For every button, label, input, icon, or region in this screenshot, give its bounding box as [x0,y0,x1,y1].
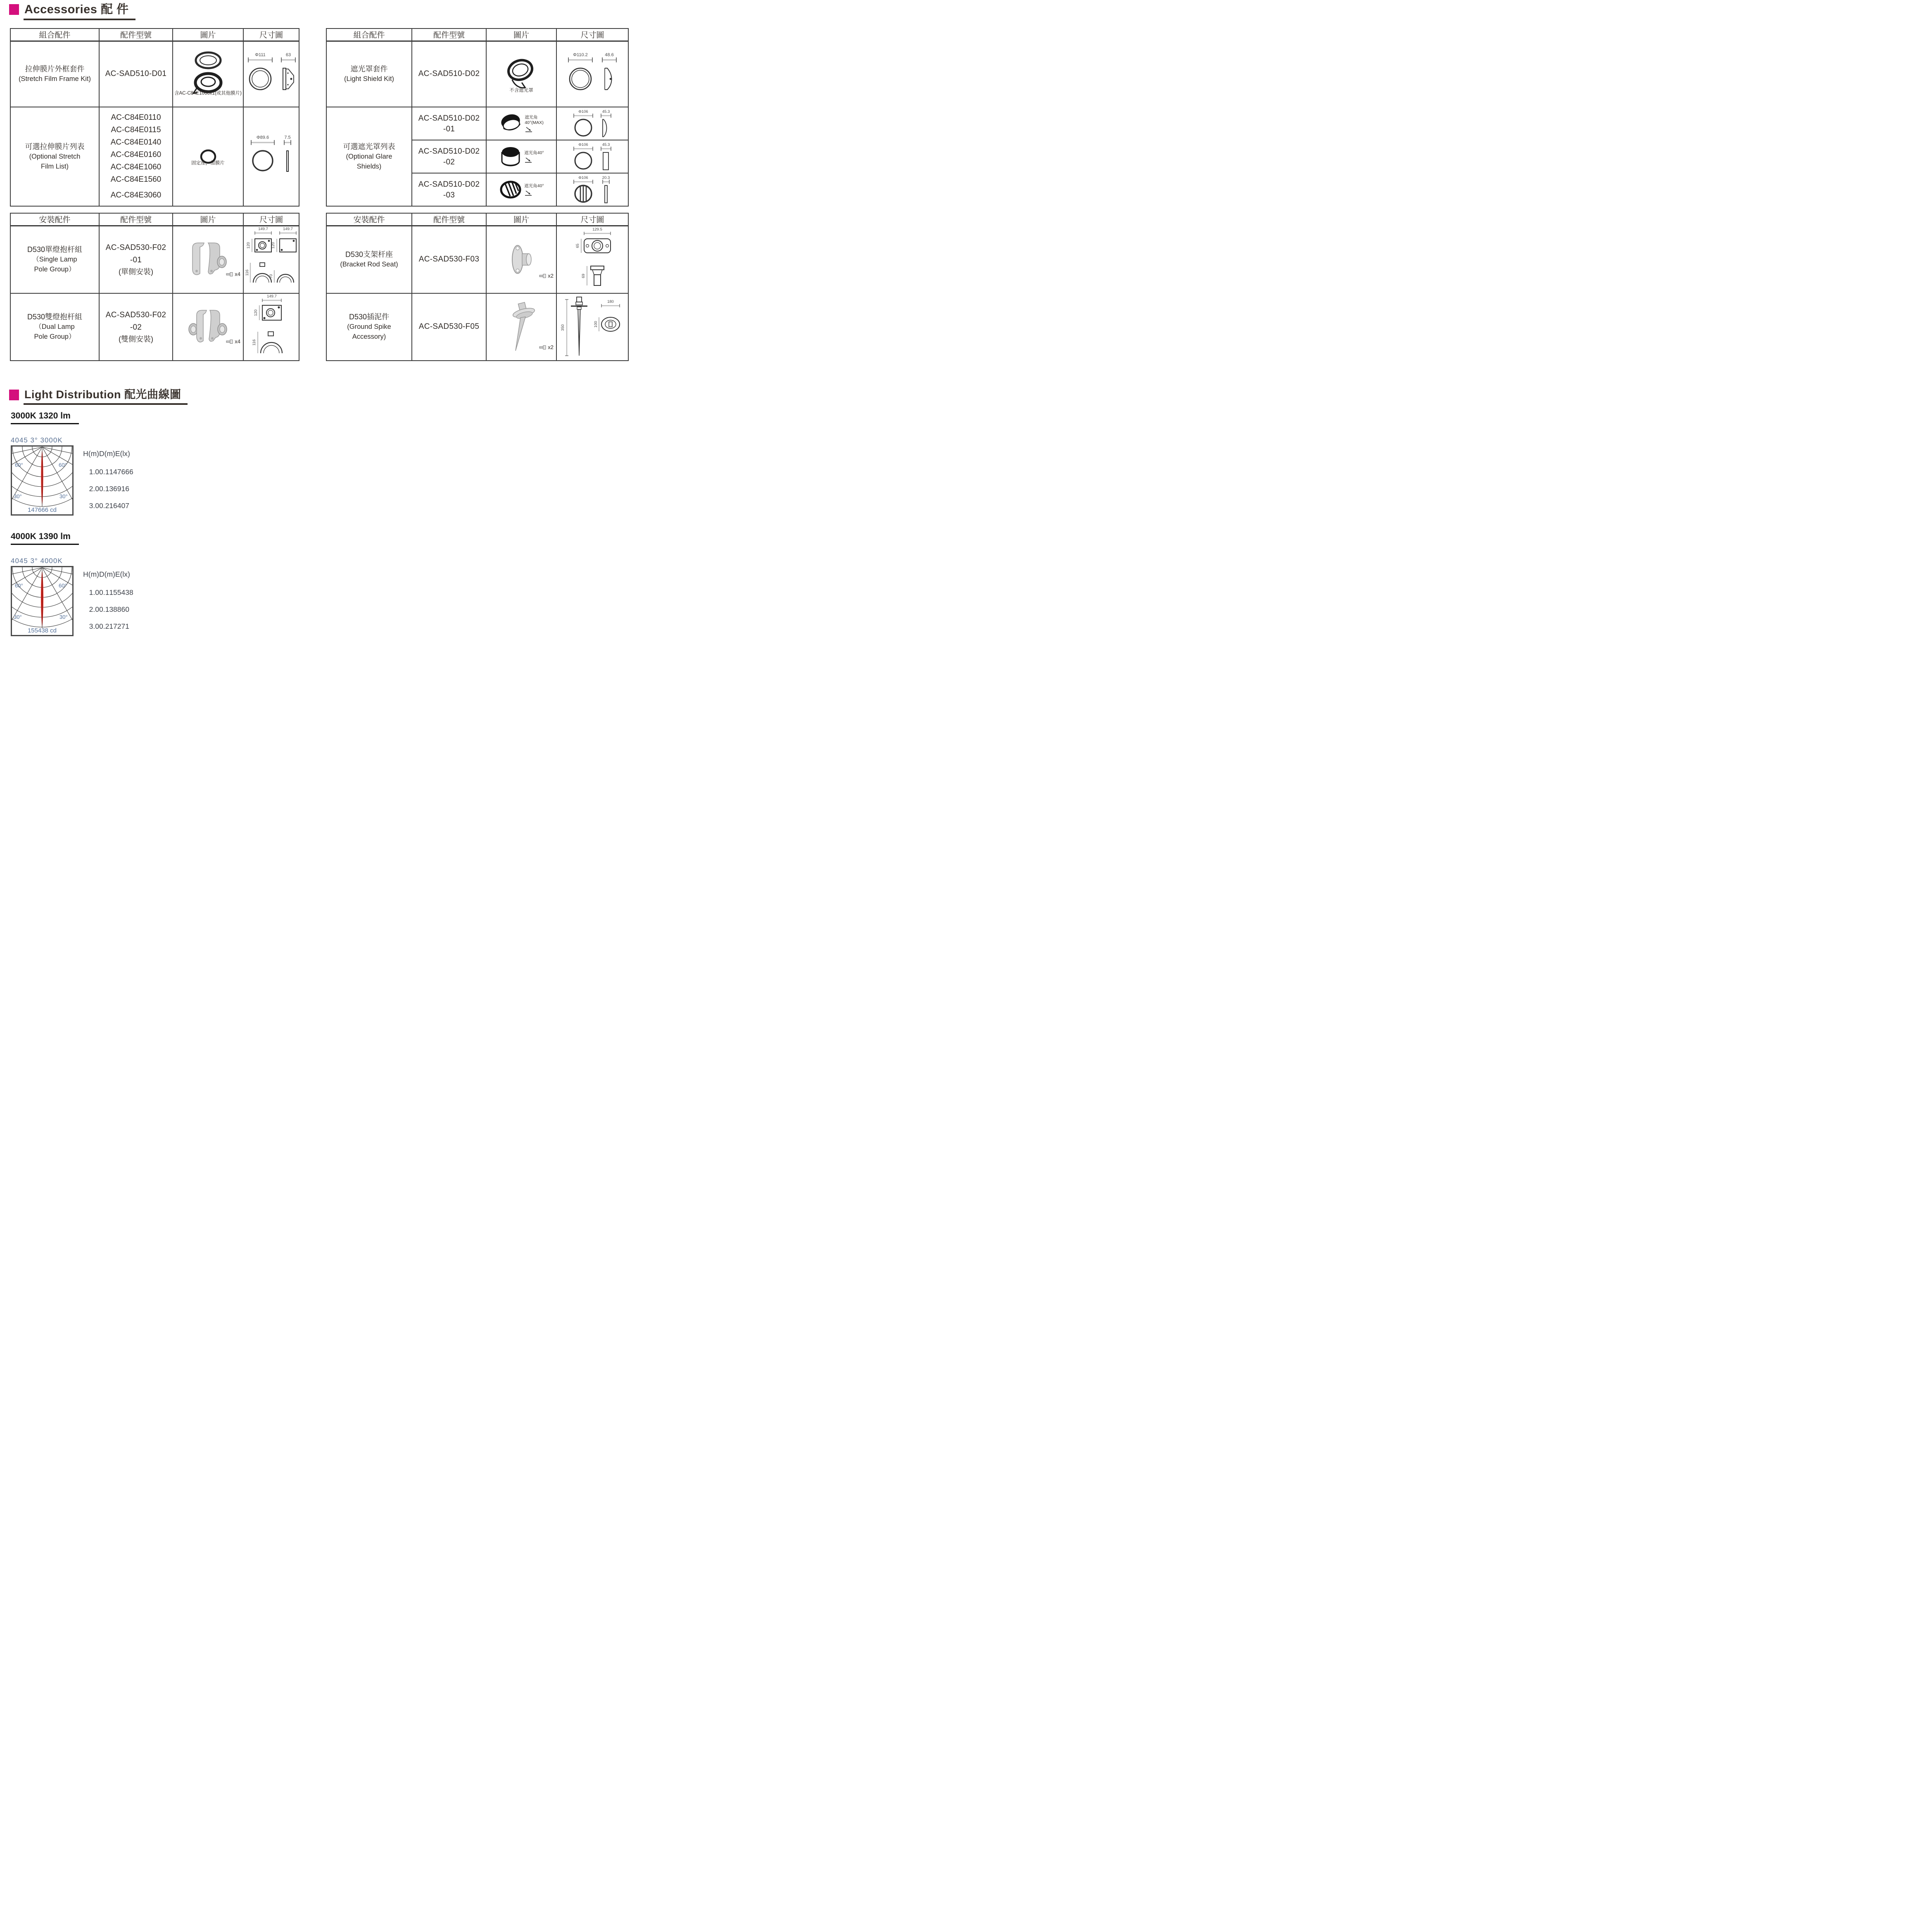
table-row [326,107,628,140]
pink-bullet-icon [9,390,19,400]
glare-shield-02-icon [499,145,523,168]
polar-chart-4000k [11,566,74,636]
film-model-list: AC-C84E0110 AC-C84E0115 AC-C84E0140 AC-C84E0160 AC-C84E1060 AC-C84E1560 AC-C84E3060 [110,113,162,200]
screw-qty: x2 [539,273,554,279]
illuminance-header: H(m) D(m) E(lx) [83,570,130,578]
illuminance-header: H(m) D(m) E(lx) [83,449,130,458]
illuminance-row: 3.0 0.2 17271 [89,622,129,630]
table-row [326,293,628,361]
item-name-cell: 拉伸膜片外框套件 (Stretch Film Frame Kit) [10,41,99,107]
svg-text:63: 63 [285,52,291,58]
screw-icon [226,272,233,277]
dim-louver-circle-small [571,175,595,204]
dim-bracket-diagram [558,226,627,291]
dim-circle-diagram [565,51,596,97]
item-model-cell: AC-SAD530-F03 [412,226,486,293]
item-picture-cell [486,107,556,140]
item-dimension-cell [243,226,299,293]
polar-chart-label-3000k: 4045 3° 3000K [11,436,63,444]
picture-note: 含AC-C84E1060x1(或其他膜片) [174,91,242,96]
svg-text:Φ110.2: Φ110.2 [573,52,588,58]
item-model-cell: AC-SAD510-D02 -02 [412,140,486,173]
deg30-label: 30° [14,614,22,620]
ground-spike-icon [500,300,543,353]
svg-text:149.7: 149.7 [258,226,268,231]
item-model-cell: AC-SAD510-D02 [412,41,486,107]
dim-spike-diagram [558,294,627,358]
screw-icon [539,273,547,278]
illuminance-table-4000k [79,570,162,639]
item-picture-cell [173,293,243,361]
item-picture-cell [486,140,556,173]
light-distribution-title-text: Light Distribution 配光曲線圖 [24,389,188,405]
svg-text:Φ106: Φ106 [578,109,588,114]
table-row [326,41,628,107]
col-header-mount: 安裝配件 [326,213,412,226]
illuminance-row: 1.0 0.1 155438 [89,588,133,597]
col-header-dimension: 尺寸圖 [556,29,628,41]
item-model-cell [99,107,173,206]
table-row [10,107,299,206]
item-dimension-cell [243,107,299,206]
dim-circle-diagram [248,133,277,180]
item-dimension-cell [243,293,299,361]
item-name-cell: D530單燈抱杆組 （Single Lamp Pole Group） [10,226,99,293]
picture-note: 不含遮光罩 [509,88,533,93]
col-header-combo: 組合配件 [10,29,99,41]
dim-curve-diagram [599,51,620,97]
col-header-dimension: 尺寸圖 [243,29,299,41]
svg-text:7.5: 7.5 [284,135,291,140]
item-name-cell: 可選遮光罩列表 (Optional Glare Shields) [326,107,412,206]
table-row [10,226,299,293]
svg-text:Φ106: Φ106 [578,176,588,180]
col-header-picture: 圖片 [173,29,243,41]
svg-text:149.7: 149.7 [283,226,293,231]
svg-text:20.3: 20.3 [602,176,610,180]
svg-text:70: 70 [269,274,273,278]
item-dimension-cell [556,140,628,173]
screw-qty: x4 [226,338,240,345]
col-header-dimension: 尺寸圖 [243,213,299,226]
screw-icon [226,339,233,344]
item-dimension-cell [556,173,628,206]
glare-note: 40°(MAX) [525,120,544,125]
dim-bar-diagram [280,133,295,180]
svg-text:149.7: 149.7 [266,294,277,299]
svg-text:45.3: 45.3 [602,109,610,114]
item-name-cell: 遮光罩套件 (Light Shield Kit) [326,41,412,107]
svg-text:Φ106: Φ106 [578,143,588,147]
peak-cd-label: 147666 cd [27,506,57,514]
polar-chart-label-4000k: 4045 3° 4000K [11,557,63,565]
svg-text:350: 350 [561,324,565,331]
svg-text:48.6: 48.6 [605,52,614,58]
col-header-model: 配件型號 [412,213,486,226]
item-model-cell: AC-SAD510-D02 -01 [412,107,486,140]
dim-side-diagram [279,51,298,97]
table-light-shield [326,28,629,207]
item-dimension-cell [556,293,628,361]
item-picture-cell [486,173,556,206]
item-name-cell: D530插泥件 (Ground Spike Accessory) [326,293,412,361]
svg-text:100: 100 [594,321,598,328]
item-name-cell: D530雙燈抱杆組 （Dual Lamp Pole Group） [10,293,99,361]
svg-text:Φ111: Φ111 [254,52,266,58]
col-header-picture: 圖片 [173,213,243,226]
item-dimension-cell [243,41,299,107]
item-name-cell: D530支架杆座 (Bracket Rod Seat) [326,226,412,293]
datasheet-page [0,0,639,641]
item-picture-cell [173,107,243,206]
dim-thinbar-small [599,175,613,204]
deg30-label: 30° [59,614,68,620]
angle-arrow-icon [524,157,532,163]
glare-note: 遮光角 [525,114,538,120]
svg-text:120: 120 [246,242,251,249]
svg-text:120: 120 [271,242,276,249]
svg-text:129.5: 129.5 [592,227,602,232]
item-dimension-cell [556,226,628,293]
deg60-label: 60° [15,582,23,589]
deg60-label: 60° [15,462,23,468]
svg-text:180: 180 [607,299,614,304]
item-dimension-cell [556,41,628,107]
col-header-model: 配件型號 [412,29,486,41]
cct-heading-4000k: 4000K 1390 lm [11,532,79,545]
dim-clamp-diagram [244,294,299,358]
accessories-section-title [9,3,135,20]
item-model-cell: AC-SAD530-F02 -02 (雙側安裝) [99,293,173,361]
svg-text:116: 116 [252,339,257,346]
item-picture-cell [173,41,243,107]
deg60-label: 60° [59,462,67,468]
col-header-combo: 組合配件 [326,29,412,41]
table-row [10,293,299,361]
table-row [10,41,299,107]
item-model-cell: AC-SAD510-D01 [99,41,173,107]
illuminance-row: 2.0 0.1 36916 [89,485,129,493]
col-header-picture: 圖片 [486,213,556,226]
col-header-model: 配件型號 [99,213,173,226]
col-header-dimension: 尺寸圖 [556,213,628,226]
pole-clamp-single-icon [185,239,231,280]
deg30-label: 30° [14,493,22,499]
deg30-label: 30° [59,493,68,499]
glare-shield-03-icon [499,178,523,201]
col-header-mount: 安裝配件 [10,213,99,226]
screw-icon [539,345,547,350]
angle-arrow-icon [524,190,532,196]
glare-note: 遮光角40° [524,183,544,189]
pole-clamp-dual-icon [185,306,231,347]
dim-circle-small [571,142,595,171]
screw-qty: x4 [226,271,240,277]
svg-text:69: 69 [581,273,586,278]
table-pole-mount [10,213,299,361]
illuminance-row: 1.0 0.1 147666 [89,468,133,476]
dim-circle-diagram [245,51,276,97]
table-mount-accessories [326,213,629,361]
accessories-title-text: Accessories 配 件 [24,3,135,20]
item-picture-cell [486,41,556,107]
svg-text:65: 65 [575,243,580,248]
polar-chart-3000k [11,445,74,516]
svg-text:Φ89.6: Φ89.6 [256,135,269,140]
item-name-cell: 可選拉伸膜片列表 (Optional Stretch Film List) [10,107,99,206]
bracket-seat-icon [503,237,540,282]
item-dimension-cell [556,107,628,140]
picture-note: 固定座，加膜片 [191,161,225,166]
col-header-model: 配件型號 [99,29,173,41]
item-model-cell: AC-SAD510-D02 -03 [412,173,486,206]
dim-clamp-diagram [244,226,299,291]
deg60-label: 60° [59,582,67,589]
item-model-cell: AC-SAD530-F02 -01 (單側安裝) [99,226,173,293]
illuminance-row: 2.0 0.1 38860 [89,605,129,613]
peak-cd-label: 155438 cd [27,627,57,634]
table-row [326,226,628,293]
light-distribution-section-title [9,389,188,405]
pink-bullet-icon [9,4,19,15]
svg-text:120: 120 [253,309,258,316]
dim-circle-small [571,109,595,138]
angle-arrow-icon [525,126,533,132]
svg-text:45.3: 45.3 [602,143,610,147]
dim-rect-small [599,142,613,171]
screw-qty: x2 [539,344,554,350]
col-header-picture: 圖片 [486,29,556,41]
cct-heading-3000k: 3000K 1320 lm [11,411,79,424]
dim-wedge-small [599,109,613,138]
item-picture-cell [173,226,243,293]
glare-note: 遮光角40° [524,150,544,156]
item-picture-cell [486,226,556,293]
glare-shield-01-icon [499,112,523,135]
svg-text:116: 116 [245,269,250,276]
table-stretch-film [10,28,299,207]
illuminance-row: 3.0 0.2 16407 [89,502,129,510]
item-picture-cell [486,293,556,361]
illuminance-table-3000k [79,449,162,518]
item-model-cell: AC-SAD530-F05 [412,293,486,361]
